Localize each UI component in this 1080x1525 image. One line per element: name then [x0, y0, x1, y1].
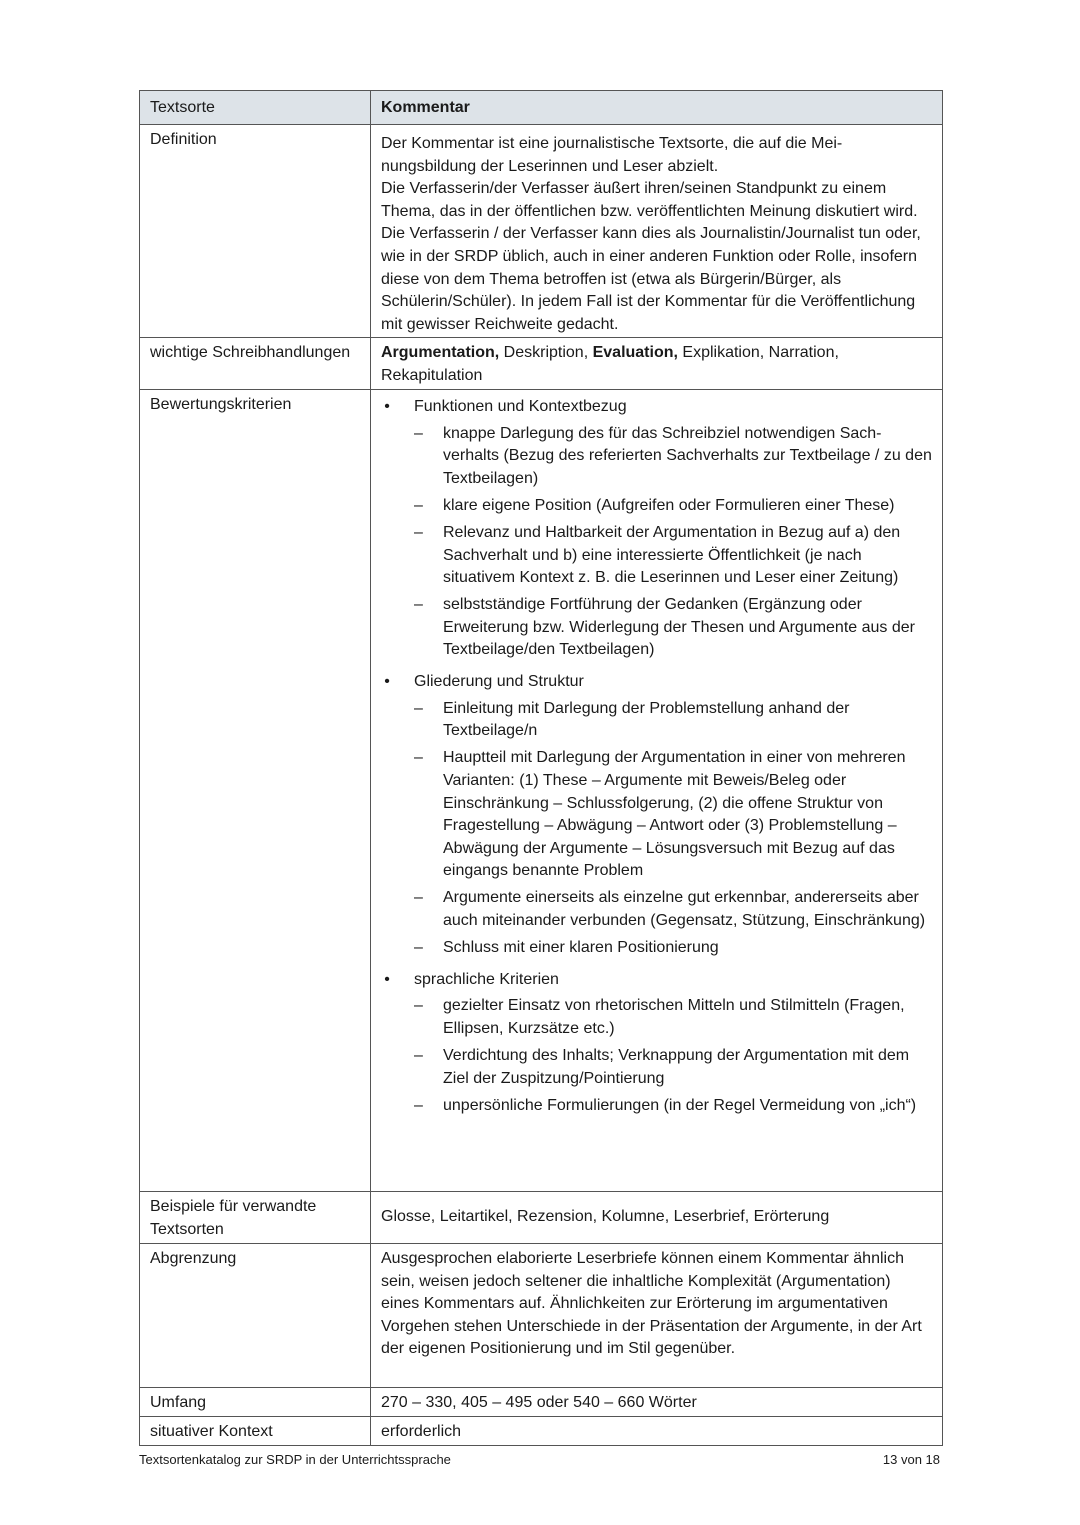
dash-icon: –	[414, 997, 423, 1015]
abgrenzung-row	[140, 1244, 943, 1388]
list-item-text: klare eigene Position (Aufgreifen oder Formulieren einer These)	[443, 496, 895, 514]
criteria-sublist	[414, 698, 932, 960]
bullet-icon: •	[384, 970, 390, 988]
umfang-label: Umfang	[140, 1388, 371, 1417]
dash-icon: –	[414, 1046, 423, 1064]
criteria-sublist	[414, 995, 932, 1117]
schreibhandlung-4: Explikation, Narration, Rekapitulation	[381, 344, 839, 384]
dash-icon: –	[414, 424, 423, 442]
list-item	[414, 1045, 932, 1090]
dash-icon: –	[414, 699, 423, 717]
criteria-group-title: Gliederung und Struktur	[414, 673, 584, 691]
schreibhandlungen-row	[140, 338, 943, 390]
list-item	[414, 937, 932, 960]
criteria-group-title: Funktionen und Kontextbezug	[414, 398, 627, 415]
dash-icon: –	[414, 889, 423, 907]
definition-cell	[371, 125, 943, 338]
list-item	[414, 995, 932, 1040]
footer-title: Textsortenkatalog zur SRDP in der Unterrichtssprache	[139, 1452, 451, 1467]
list-item	[414, 522, 932, 590]
list-item-text: unpersönliche Formulierungen (in der Regel Vermeidung von „ich“)	[443, 1096, 917, 1114]
bewertung-row	[140, 390, 943, 1192]
list-item	[414, 887, 932, 932]
schreibhandlung-1: Argumentation,	[381, 344, 500, 361]
dash-icon: –	[414, 939, 423, 957]
verwandte-label: Beispiele für verwandte Textsorten	[140, 1192, 371, 1244]
dash-icon: –	[414, 496, 423, 514]
list-item	[414, 495, 932, 518]
list-item	[414, 594, 932, 662]
dash-icon: –	[414, 749, 423, 767]
verwandte-value: Glosse, Leitartikel, Rezension, Kolumne, Leserbrief, Erörterung	[371, 1192, 943, 1244]
verwandte-row	[140, 1192, 943, 1244]
list-item	[414, 1095, 932, 1118]
list-item	[414, 747, 932, 883]
umfang-row	[140, 1388, 943, 1417]
definition-paragraph-2: Die Verfasserin/der Verfasser äußert ihren/seinen Standpunkt zu einem Thema, das in der öffentlichen bzw. veröffentlichten Meinung diskutiert wird. Die Verfasserin / der Verfasser kann dies als Journalistin/Journalist tun oder, wie in der SRDP üblich, auch in einer anderen Funktion oder Rolle, insofern diese von dem Thema betroffen ist (etwa als Bürgerin/Bürger, als Schülerin/Schüler). In jedem Fall ist der Kommentar für die Veröffentlichung mit gewisser Reichweite gedacht.	[381, 180, 921, 333]
table-header-row	[140, 91, 943, 125]
schreibhandlung-3: Evaluation,	[592, 344, 678, 361]
list-item-text: Einleitung mit Darlegung der Problemstellung anhand der Textbeilage/n	[443, 699, 850, 740]
list-item-text: Hauptteil mit Darlegung der Argumentation in einer von mehreren Varianten: (1) These – Argumente mit Beweis/Beleg oder Einschränkung – Schlussfolgerung, (2) die offene Struktur von Fragestellung – Abwägung – Antwort oder (3) Problemstellung – Abwägung der Argumente – Lösungsversuch mit Bezug auf das eingangs benannte Problem	[443, 749, 906, 880]
list-item-text: Relevanz und Haltbarkeit der Argumentation in Bezug auf a) den Sachverhalt und b) eine interessierte Öffentlichkeit (je nach situativem Kontext z. B. die Leserinnen und Leser einer Zeitung)	[443, 523, 901, 587]
criteria-group	[381, 671, 932, 960]
kontext-label: situativer Kontext	[140, 1417, 371, 1446]
schreibhandlungen-cell	[371, 338, 943, 390]
list-item-text: gezielter Einsatz von rhetorischen Mitteln und Stilmitteln (Fragen, Ellipsen, Kurzsätze etc.)	[443, 997, 905, 1037]
bullet-icon: •	[384, 398, 390, 415]
schreibhandlungen-label: wichtige Schreibhandlungen	[140, 338, 371, 390]
page-number: 13 von 18	[882, 1452, 940, 1467]
bullet-icon: •	[384, 673, 390, 691]
kontext-value: erforderlich	[371, 1417, 943, 1446]
list-item-text: Argumente einerseits als einzelne gut erkennbar, andererseits aber auch miteinander verbunden (Gegensatz, Stützung, Einschränkung)	[443, 889, 926, 929]
list-item-text: Schluss mit einer klaren Positionierung	[443, 939, 719, 957]
dash-icon: –	[414, 523, 423, 541]
kontext-row	[140, 1417, 943, 1446]
schreibhandlung-2: Deskription,	[499, 344, 593, 361]
header-label: Textsorte	[140, 91, 371, 125]
bewertung-label: Bewertungskriterien	[140, 390, 371, 1192]
textsorte-table	[139, 90, 943, 1446]
criteria-group	[381, 969, 932, 1118]
umfang-value: 270 – 330, 405 – 495 oder 540 – 660 Wörter	[371, 1388, 943, 1417]
criteria-sublist	[414, 423, 932, 662]
list-item-text: selbstständige Fortführung der Gedanken (Ergänzung oder Erweiterung bzw. Widerlegung der Thesen und Argumente aus der Textbeilage/den Textbeilagen)	[443, 596, 915, 659]
list-item	[414, 423, 932, 491]
definition-row	[140, 125, 943, 338]
dash-icon: –	[414, 1096, 423, 1114]
bewertung-cell	[371, 390, 943, 1192]
list-item	[414, 698, 932, 743]
list-item-text: knappe Darlegung des für das Schreibziel notwendigen Sachverhalts (Bezug des referierten Sachverhalts zur Textbeilage / zu den Textbeilagen)	[443, 424, 932, 487]
list-item-text: Verdichtung des Inhalts; Verknappung der Argumentation mit dem Ziel der Zuspitzung/Pointierung	[443, 1046, 910, 1087]
abgrenzung-value: Ausgesprochen elaborierte Leserbriefe können einem Kommentar ähnlich sein, weisen jedoch seltener die inhaltliche Komplexität (Argumentation) eines Kommentars auf. Ähnlichkeiten zur Erörterung im argumentativen Vorgehen stehen Unterschiede in der Präsentation der Argumente, in der Art der eigenen Positionierung und im Stil gegenüber.	[371, 1244, 943, 1388]
criteria-group-title: sprachliche Kriterien	[414, 970, 559, 988]
criteria-list	[381, 396, 932, 1117]
dash-icon: –	[414, 596, 423, 614]
abgrenzung-label: Abgrenzung	[140, 1244, 371, 1388]
header-value: Kommentar	[371, 91, 943, 125]
criteria-group	[381, 396, 932, 662]
definition-label: Definition	[140, 125, 371, 338]
definition-paragraph-1: Der Kommentar ist eine journalistische Textsorte, die auf die Meinungsbildung der Leserinnen und Leser abzielt.	[381, 135, 843, 175]
